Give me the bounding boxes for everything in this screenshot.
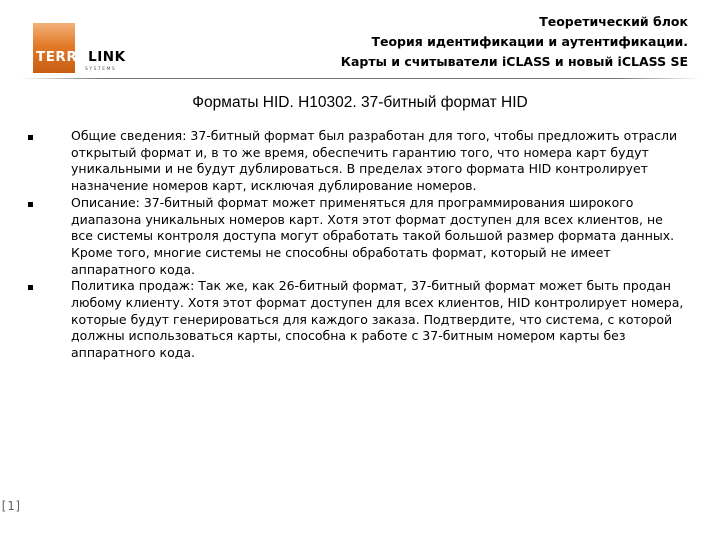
bullet-text: Политика продаж: Так же, как 26-битный формат, 37-битный формат может быть продан любому клиенту. Хотя этот формат доступен для всех клиентов, HID контролирует номера, которые будут генерироваться для каждого заказа. Подтвердите, что система, с которой должны использоваться карты, способна к работе с 37-битным номером карты без аппаратного кода. <box>71 278 684 361</box>
header-section: Теоретический блок <box>539 14 688 29</box>
square-bullet-icon <box>28 135 33 140</box>
square-bullet-icon <box>28 285 33 290</box>
slide-title: Форматы HID. H10302. 37-битный формат HID <box>192 94 528 111</box>
bullet-text: Описание: 37-битный формат может применяться для программирования широкого диапазона уникальных номеров карт. Хотя этот формат доступен для всех клиентов, не все системы контроля доступа могут обработать такой большой размер формата данных. Кроме того, многие системы не способны обработать формат, который не имеет аппаратного кода. <box>71 194 675 277</box>
header-topic: Теория идентификации и аутентификации. <box>371 34 688 49</box>
slide-number-mark: [1] <box>0 499 22 513</box>
logo-word-link: LINK <box>88 49 126 65</box>
logo-subtitle: SYSTEMS <box>85 67 117 72</box>
terralink-logo <box>33 23 126 73</box>
slide-header <box>341 12 688 72</box>
bullet-text: Общие сведения: 37-битный формат был разработан для того, чтобы предложить отрасли открытый формат и, в то же время, обеспечить гарантию того, что номера карт будут уникальными и не будут дублироваться. В пределах этого формата HID контролирует назначение номеров карт, исключая дублирование номеров. <box>71 128 678 194</box>
logo-word-terra: TERRA <box>36 49 89 65</box>
logo-wordmark <box>36 49 126 65</box>
square-bullet-icon <box>28 202 33 207</box>
bullet-item <box>28 195 688 279</box>
bullet-list <box>28 128 688 362</box>
logo-orange-block <box>33 23 75 73</box>
bullet-item <box>28 278 688 362</box>
header-divider <box>20 78 700 79</box>
header-subtopic: Карты и считыватели iCLASS и новый iCLASS SE <box>340 54 688 69</box>
bullet-item <box>28 128 688 195</box>
